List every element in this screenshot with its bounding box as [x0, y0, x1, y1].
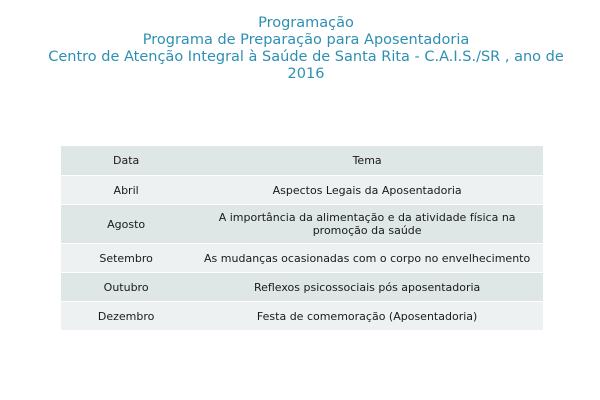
row-theme-cell: As mudanças ocasionadas com o corpo no envelhecimento: [191, 244, 543, 273]
title-institution: Centro de Atenção Integral à Saúde de Santa Rita - C.A.I.S./SR , ano de: [48, 49, 564, 65]
title-programacao: Programação: [258, 15, 354, 31]
row-theme-cell: Aspectos Legais da Aposentadoria: [191, 176, 543, 205]
row-theme-cell: [191, 205, 543, 244]
row-date-cell: Dezembro: [61, 302, 191, 331]
table-row: [61, 302, 543, 331]
row-date-cell: Outubro: [61, 273, 191, 302]
title-block: [40, 15, 572, 83]
table-row: [61, 205, 543, 244]
row-theme-cell: Festa de comemoração (Aposentadoria): [191, 302, 543, 331]
row-theme-cell: Reflexos psicossociais pós aposentadoria: [191, 273, 543, 302]
column-header-data: Data: [61, 146, 191, 176]
row-date-cell: Setembro: [61, 244, 191, 273]
column-header-tema: Tema: [191, 146, 543, 176]
table-row: [61, 244, 543, 273]
row-date-cell: Abril: [61, 176, 191, 205]
row-theme-line: A importância da alimentação e da atividade física na: [218, 211, 516, 224]
table-row: [61, 176, 543, 205]
title-year: 2016: [287, 66, 325, 82]
table-row: [61, 273, 543, 302]
row-theme-line: promoção da saúde: [312, 224, 422, 237]
table-header-row: [61, 146, 543, 176]
row-date-cell: Agosto: [61, 205, 191, 244]
title-program-name: Programa de Preparação para Aposentadoria: [142, 32, 470, 48]
schedule-table: [61, 145, 543, 331]
